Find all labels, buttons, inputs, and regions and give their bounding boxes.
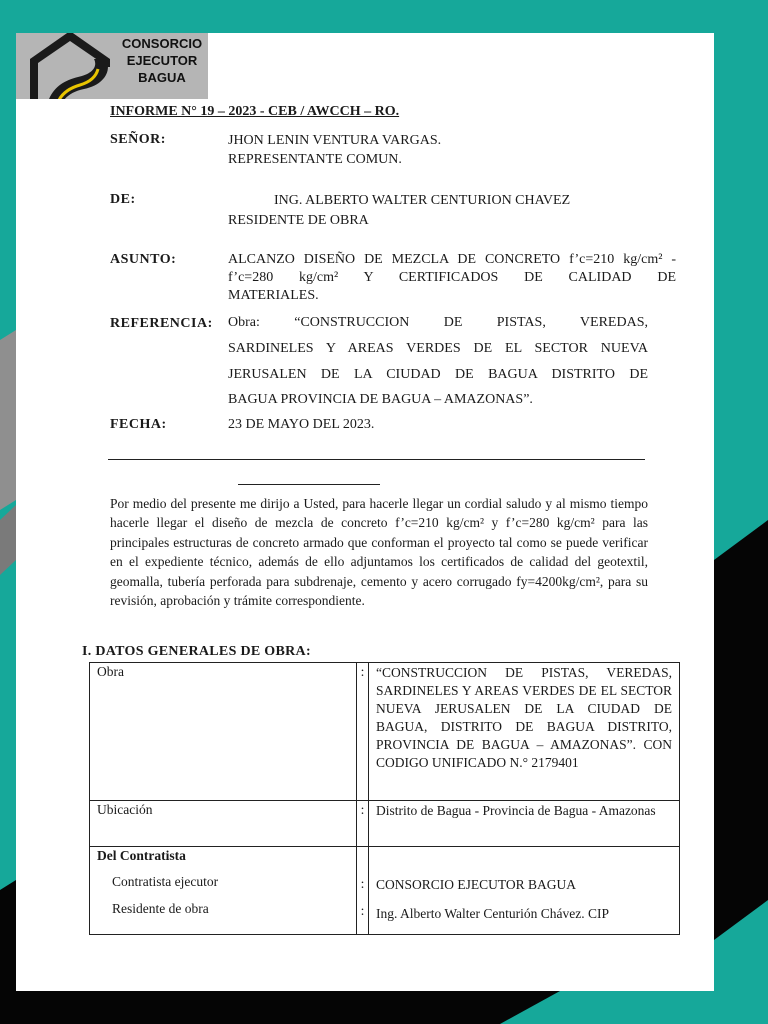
- logo-text: [114, 35, 208, 86]
- logo-line-1: CONSORCIO: [121, 36, 203, 51]
- senor-label: SEÑOR:: [110, 132, 166, 147]
- asunto-line-2: f’c=280 kg/cm² Y CERTIFICADOS DE CALIDAD DE: [228, 270, 676, 285]
- contratista-values-cell: [369, 847, 680, 935]
- company-logo: [16, 33, 208, 99]
- section-title: I. DATOS GENERALES DE OBRA:: [82, 644, 311, 659]
- obra-label: Obra: [90, 663, 357, 801]
- logo-line-2: EJECUTOR: [126, 53, 198, 68]
- short-divider-line: [238, 484, 380, 485]
- residente-value: Ing. Alberto Walter Centurión Chávez. CIP: [376, 906, 609, 921]
- colon: :: [357, 801, 369, 847]
- fecha-label: FECHA:: [110, 417, 167, 432]
- senor-role: REPRESENTANTE COMUN.: [228, 152, 402, 167]
- senor-name: JHON LENIN VENTURA VARGAS.: [228, 133, 442, 148]
- table-row: [90, 663, 680, 801]
- colon: :: [360, 903, 365, 918]
- contratista-header: Del Contratista: [97, 848, 186, 863]
- de-name: ING. ALBERTO WALTER CENTURION CHAVEZ: [274, 193, 571, 208]
- referencia-line-1: Obra: “CONSTRUCCION DE PISTAS, VEREDAS,: [228, 315, 648, 330]
- contratista-cell: [90, 847, 357, 935]
- contratista-value: CONSORCIO EJECUTOR BAGUA: [376, 877, 577, 892]
- obra-value: “CONSTRUCCION DE PISTAS, VEREDAS, SARDINELES Y AREAS VERDES DE EL SECTOR NUEVA JERUSALEN DE LA CIUDAD DE BAGUA, DISTRITO DE BAGUA DISTRITO, PROVINCIA DE BAGUA – AMAZONAS”. CON CODIGO UNIFICADO N.° 2179401: [369, 663, 680, 801]
- referencia-line-2: SARDINELES Y AREAS VERDES DE EL SECTOR NUEVA: [228, 341, 648, 356]
- asunto-label: ASUNTO:: [110, 252, 177, 267]
- asunto-line-1: ALCANZO DISEÑO DE MEZCLA DE CONCRETO f’c=210 kg/cm² -: [228, 252, 676, 267]
- body-paragraph: Por medio del presente me dirijo a Usted, para hacerle llegar un cordial saludo y al mismo tiempo hacerle llegar el diseño de mezcla de concreto f’c=210 kg/cm² y f’c=280 kg/cm² para las principales estructuras de concreto armado que conforman el proyecto tal como se puede verificar en el expediente técnico, además de ello adjuntamos los certificados de calidad del geotextil, geomalla, tubería perforada para subdrenaje, cemento y acero corrugado fy=4200kg/cm², para su revisión, aprobación y trámite correspondiente.: [110, 496, 648, 609]
- project-data-table: [89, 662, 680, 935]
- colon-cell: [357, 847, 369, 935]
- logo-line-3: BAGUA: [138, 70, 186, 85]
- colon: :: [357, 663, 369, 801]
- referencia-line-3: JERUSALEN DE LA CIUDAD DE BAGUA DISTRITO DE: [228, 367, 648, 382]
- colon: :: [360, 876, 365, 891]
- residente-label: Residente de obra: [112, 901, 209, 916]
- table-row: [90, 801, 680, 847]
- table-row: [90, 847, 680, 935]
- referencia-label: REFERENCIA:: [110, 316, 213, 331]
- report-number: INFORME N° 19 – 2023 - CEB / AWCCH – RO.: [110, 104, 400, 119]
- ubicacion-value: Distrito de Bagua - Provincia de Bagua - Amazonas: [369, 801, 680, 847]
- asunto-line-3: MATERIALES.: [228, 288, 319, 303]
- ubicacion-label: Ubicación: [90, 801, 357, 847]
- divider-line: [108, 459, 645, 460]
- contratista-label: Contratista ejecutor: [112, 874, 219, 889]
- de-role: RESIDENTE DE OBRA: [228, 213, 369, 228]
- de-label: DE:: [110, 192, 136, 207]
- fecha-value: 23 DE MAYO DEL 2023.: [228, 417, 375, 432]
- road-logo-icon: [22, 33, 122, 99]
- referencia-line-4: BAGUA PROVINCIA DE BAGUA – AMAZONAS”.: [228, 392, 533, 407]
